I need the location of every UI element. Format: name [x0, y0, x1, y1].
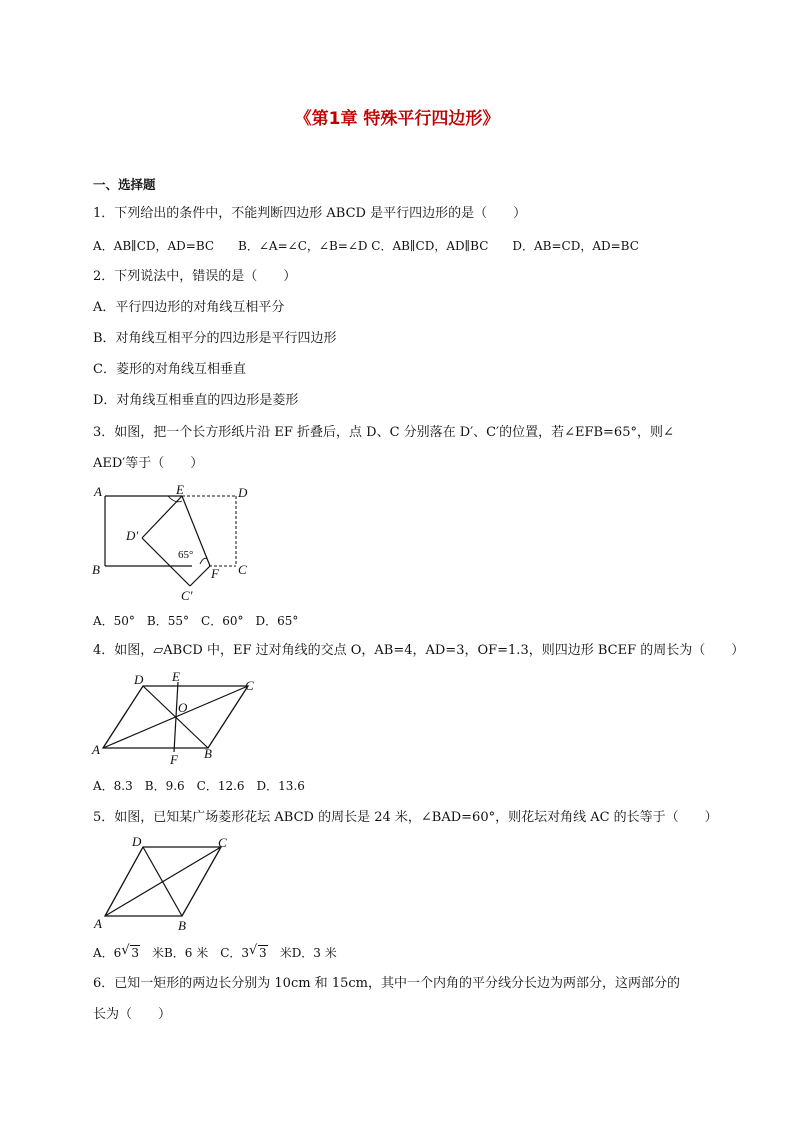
question-3-figure [88, 480, 268, 605]
label-b: B [92, 562, 100, 577]
page-title: 《第1章 特殊平行四边形》 [294, 109, 500, 129]
question-5-figure [88, 832, 238, 937]
label-e: E [172, 669, 180, 684]
question-5-options [93, 944, 337, 962]
question-4-options: A．8.3 B．9.6 C．12.6 D．13.6 [93, 779, 305, 793]
question-2-option-a: A．平行四边形的对角线互相平分 [93, 300, 285, 315]
option-b-text: 米B．6 米 C．3 [139, 946, 250, 960]
label-d: D [132, 834, 142, 849]
question-2-stem: 2．下列说法中，错误的是（ ） [93, 269, 297, 284]
label-o: O [178, 700, 188, 715]
label-f: F [211, 566, 219, 581]
question-1-stem: 1．下列给出的条件中，不能判断四边形 ABCD 是平行四边形的是（ ） [93, 206, 527, 221]
label-angle-65: 65° [178, 549, 194, 561]
label-b: B [178, 918, 186, 933]
question-3-stem-line-2: AED′等于（ ） [93, 456, 204, 471]
label-e: E [176, 482, 184, 497]
sqrt-symbol: √ 3 [121, 943, 139, 960]
question-2-option-c: C．菱形的对角线互相垂直 [93, 362, 246, 377]
label-d: D [134, 672, 144, 687]
label-b: B [204, 746, 212, 761]
question-6-stem-line-2: 长为（ ） [93, 1007, 172, 1022]
question-4-figure [88, 668, 268, 770]
label-d-prime: D′ [126, 528, 139, 543]
sqrt-symbol: √ 3 [249, 943, 267, 960]
label-c-prime: C′ [181, 588, 193, 603]
question-2-option-b: B．对角线互相平分的四边形是平行四边形 [93, 331, 337, 346]
label-f: F [170, 752, 178, 767]
label-c: C [218, 835, 227, 850]
question-6-stem-line-1: 6．已知一矩形的两边长分别为 10cm 和 15cm，其中一个内角的平分线分长边为两部分，这两部分的 [93, 976, 680, 991]
question-2-option-d: D．对角线互相垂直的四边形是菱形 [93, 393, 299, 408]
label-d: D [238, 485, 248, 500]
question-1-options: A．AB∥CD，AD=BC B．∠A=∠C，∠B=∠D C．AB∥CD，AD∥BC D．AB=CD，AD=BC [93, 239, 639, 253]
label-a: A [92, 742, 100, 757]
question-4-stem: 4．如图，▱ABCD 中，EF 过对角线的交点 O，AB=4，AD=3，OF=1.3，则四边形 BCEF 的周长为（ ） [93, 643, 745, 658]
question-5-stem: 5．如图，已知某广场菱形花坛 ABCD 的周长是 24 米，∠BAD=60°，则花坛对角线 AC 的长等于（ ） [93, 810, 718, 825]
option-a-prefix: A．6 [93, 946, 122, 960]
section-heading: 一、选择题 [93, 177, 156, 192]
label-c: C [238, 562, 247, 577]
label-a: A [94, 484, 102, 499]
label-a: A [94, 916, 102, 931]
label-c: C [245, 678, 254, 693]
question-3-stem-line-1: 3．如图，把一个长方形纸片沿 EF 折叠后，点 D、C 分别落在 D′、C′的位置，若∠EFB=65°，则∠ [93, 425, 674, 440]
question-3-options: A．50° B．55° C．60° D．65° [93, 614, 299, 628]
option-rest-text: 米D．3 米 [267, 946, 337, 960]
